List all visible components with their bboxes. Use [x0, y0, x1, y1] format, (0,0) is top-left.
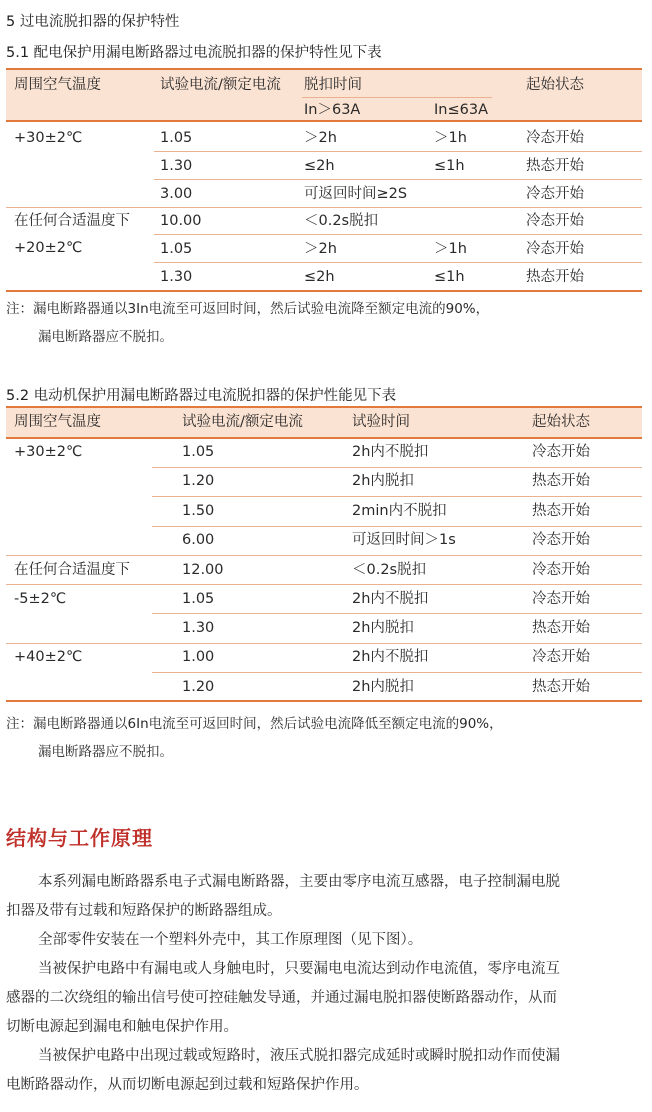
table-cell-temp: 在任何合适温度下 [14, 213, 130, 229]
table-cell-state: 冷态开始 [526, 213, 584, 229]
table-cell-test-time: 2h内不脱扣 [352, 649, 429, 665]
table-cell-ratio: 1.20 [182, 473, 215, 489]
row-divider [154, 262, 642, 263]
table-5-2 [6, 406, 642, 702]
table-cell-state: 热态开始 [532, 503, 590, 519]
header-ratio: 试验电流/额定电流 [160, 77, 281, 93]
table-cell-state: 热态开始 [526, 269, 584, 285]
table-cell-state: 冷态开始 [526, 186, 584, 202]
table-cell-temp: +30±2℃ [14, 444, 83, 460]
table-cell-temp: -5±2℃ [14, 591, 67, 607]
table-cell-test-time: 2h内脱扣 [352, 620, 414, 636]
structure-title: 结构与工作原理 [6, 826, 153, 850]
row-divider [152, 526, 642, 527]
paragraph-line: 本系列漏电断路器系电子式漏电断路器，主要由零序电流互感器，电子控制漏电脱 [38, 874, 560, 890]
paragraph-line: 感器的二次绕组的输出信号使可控硅触发导通，并通过漏电脱扣器使断路器动作，从而 [6, 990, 557, 1006]
table-cell-state: 冷态开始 [526, 241, 584, 257]
table-cell-ratio: 1.05 [182, 444, 215, 460]
table-cell-ratio: 1.30 [160, 158, 193, 174]
subsection-5-1-title: 5.1 配电保护用漏电断路器过电流脱扣器的保护特性见下表 [6, 45, 382, 61]
table-cell-ratio: 1.00 [182, 649, 215, 665]
table-cell-le63: ＞1h [434, 241, 467, 257]
row-divider [154, 234, 642, 235]
row-divider [152, 467, 642, 468]
table-cell-state: 冷态开始 [532, 444, 590, 460]
table-cell-gt63: ＞2h [304, 241, 337, 257]
row-divider [154, 151, 642, 152]
table1-note-cont: 漏电断路器应不脱扣。 [38, 329, 173, 345]
paragraph-line: 当被保护电路中出现过载或短路时，液压式脱扣器完成延时或瞬时脱扣动作而使漏 [38, 1048, 560, 1064]
table-cell-temp: +30±2℃ [14, 130, 83, 146]
table-cell-ratio: 1.05 [160, 241, 193, 257]
row-divider [154, 179, 642, 180]
table-cell-temp: +40±2℃ [14, 649, 83, 665]
subsection-5-2-title: 5.2 电动机保护用漏电断路器过电流脱扣器的保护性能见下表 [6, 388, 397, 404]
table-cell-gt63: ≤2h [304, 158, 335, 174]
table-5-1 [6, 68, 642, 293]
table-cell-temp: 在任何合适温度下 [14, 562, 130, 578]
header-state: 起始状态 [526, 77, 584, 93]
header-state: 起始状态 [532, 414, 590, 430]
table-cell-trip-time: 可返回时间≥2S [304, 186, 408, 202]
table-cell-test-time: ＜0.2s脱扣 [352, 562, 427, 578]
section-title: 5 过电流脱扣器的保护特性 [6, 14, 180, 30]
paragraph-line: 扣器及带有过载和短路保护的断路器组成。 [6, 903, 282, 919]
table1-note: 注：漏电断路器通以3In电流至可返回时间，然后试验电流降至额定电流的90%， [6, 301, 490, 317]
table2-note: 注：漏电断路器通以6In电流至可返回时间，然后试验电流降低至额定电流的90%， [6, 716, 503, 732]
row-divider [152, 613, 642, 614]
table-cell-le63: ≤1h [434, 269, 465, 285]
table-cell-le63: ＞1h [434, 130, 467, 146]
table-bottom-rule [6, 290, 642, 292]
table-cell-ratio: 12.00 [182, 562, 224, 578]
table-cell-state: 冷态开始 [526, 130, 584, 146]
row-divider [152, 672, 642, 673]
table-cell-ratio: 1.30 [182, 620, 215, 636]
table-cell-ratio: 1.05 [160, 130, 193, 146]
row-divider [152, 496, 642, 497]
table-cell-ratio: 10.00 [160, 213, 202, 229]
header-gt63: In＞63A [304, 102, 361, 118]
header-temp: 周围空气温度 [14, 414, 101, 430]
table-cell-ratio: 1.05 [182, 591, 215, 607]
table-cell-state: 热态开始 [532, 620, 590, 636]
header-temp: 周围空气温度 [14, 77, 101, 93]
table-cell-state: 冷态开始 [532, 649, 590, 665]
row-divider [6, 584, 642, 585]
table-cell-test-time: 2h内脱扣 [352, 679, 414, 695]
table-cell-state: 热态开始 [532, 473, 590, 489]
row-divider [6, 643, 642, 644]
table-cell-temp: +20±2℃ [14, 240, 83, 256]
paragraph-line: 电断路器动作，从而切断电源起到过载和短路保护作用。 [6, 1077, 369, 1093]
table-cell-test-time: 2min内不脱扣 [352, 503, 447, 519]
row-divider [6, 555, 642, 556]
table-bottom-rule [6, 700, 642, 702]
table-cell-ratio: 1.50 [182, 503, 215, 519]
table-cell-ratio: 6.00 [182, 532, 215, 548]
table-cell-gt63: ＞2h [304, 130, 337, 146]
paragraph-line: 全部零件安装在一个塑料外壳中，其工作原理图（见下图）。 [38, 932, 423, 948]
table-cell-trip-time: ＜0.2s脱扣 [304, 213, 379, 229]
table-cell-test-time: 2h内不脱扣 [352, 444, 429, 460]
header-bottom-rule [6, 437, 642, 439]
table-cell-ratio: 3.00 [160, 186, 193, 202]
table-cell-test-time: 可返回时间＞1s [352, 532, 456, 548]
table-top-rule [6, 406, 642, 408]
paragraph-line: 当被保护电路中有漏电或人身触电时，只要漏电电流达到动作电流值，零序电流互 [38, 961, 560, 977]
table-cell-test-time: 2h内脱扣 [352, 473, 414, 489]
paragraph-line: 切断电源起到漏电和触电保护作用。 [6, 1019, 238, 1035]
table-cell-state: 热态开始 [532, 679, 590, 695]
header-sub-divider [302, 97, 492, 98]
header-trip-time: 脱扣时间 [304, 77, 362, 93]
row-divider [6, 207, 642, 208]
table-cell-le63: ≤1h [434, 158, 465, 174]
header-ratio: 试验电流/额定电流 [182, 414, 303, 430]
table2-note-cont: 漏电断路器应不脱扣。 [38, 744, 173, 760]
table-cell-gt63: ≤2h [304, 269, 335, 285]
table-cell-ratio: 1.20 [182, 679, 215, 695]
header-le63: In≤63A [434, 102, 488, 118]
table-cell-state: 冷态开始 [532, 591, 590, 607]
table-top-rule [6, 68, 642, 70]
header-bottom-rule [6, 120, 642, 122]
table-cell-state: 冷态开始 [532, 532, 590, 548]
table-cell-state: 冷态开始 [532, 562, 590, 578]
table-cell-state: 热态开始 [526, 158, 584, 174]
header-test-time: 试验时间 [352, 414, 410, 430]
table-cell-ratio: 1.30 [160, 269, 193, 285]
table-cell-test-time: 2h内不脱扣 [352, 591, 429, 607]
